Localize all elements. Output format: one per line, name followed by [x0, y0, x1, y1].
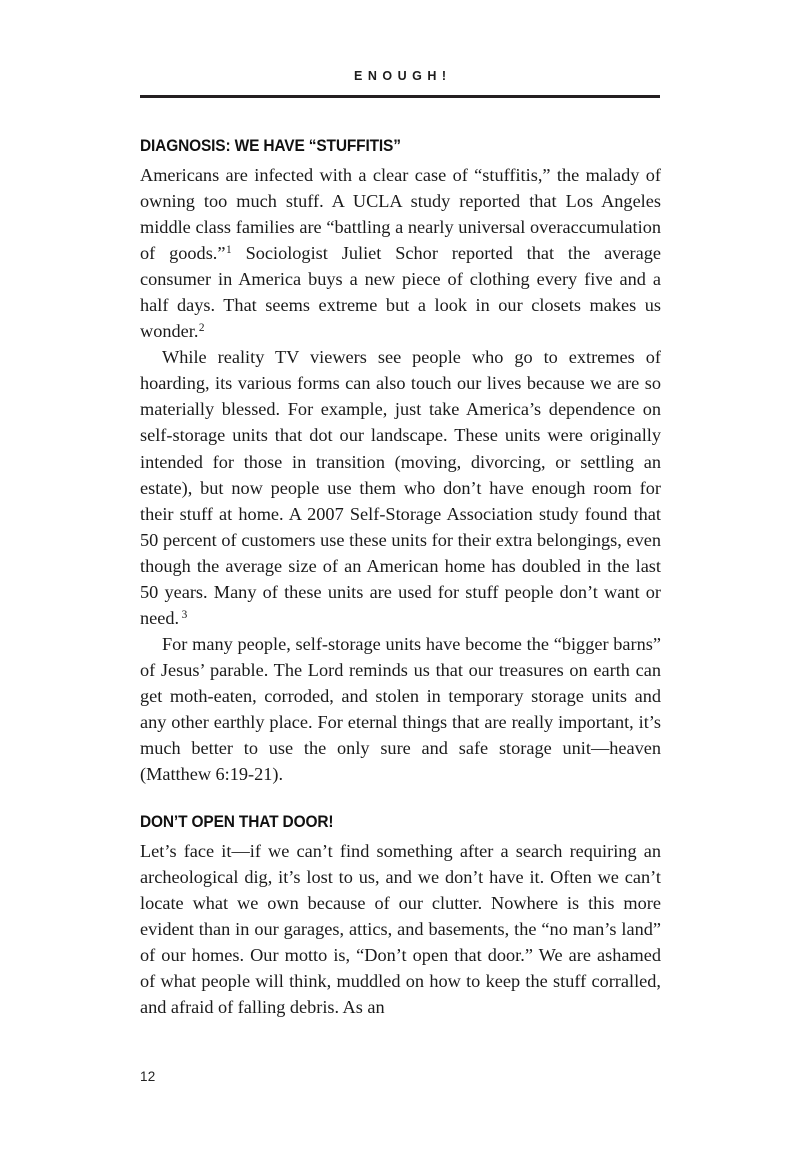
body-paragraph: [140, 344, 661, 631]
text-run: Americans are infected with a clear case of “stuffitis,” the malady of owning too much stuff. A UCLA study reported that Los Angeles middle class families are “battling a nearly universal overaccumulation of goods.”: [140, 165, 661, 264]
section-heading: DIAGNOSIS: WE HAVE “STUFFITIS”: [140, 137, 401, 155]
header-rule: [140, 95, 660, 98]
section-heading: DON’T OPEN THAT DOOR!: [140, 813, 334, 832]
text-run: Sociologist Juliet Schor reported that the average consumer in America buys a new piece of clothing every five and a half days. That seems extreme but a look in our closets makes us wonder.: [140, 243, 661, 342]
text-run: For many people, self-storage units have become the “bigger barns” of Jesus’ parable. The Lord reminds us that our treasures on earth can get moth-eaten, corroded, and stolen in temporary storage units and any other earthly place. For eternal things that are really important, it’s much better to use the only sure and safe storage unit—heaven (Matthew 6:19-21).: [140, 633, 661, 785]
running-head: ENOUGH!: [353, 69, 452, 83]
footnote-marker[interactable]: 2: [198, 322, 205, 335]
footnote-marker[interactable]: 1: [226, 244, 232, 257]
text-run: Let’s face it—if we can’t find something after a search requiring an archeological dig, it’s lost to us, and we don’t have it. Often we can’t locate what we own because of our clutter. Nowhere is this more evident than in our garages, attics, and basements, the “no man’s land” of our homes. Our motto is, “Don’t open that door.” We are ashamed of what people will think, muddled on how to keep the stuff corralled, and afraid of falling debris. As an: [140, 841, 661, 1018]
body-paragraph: [140, 631, 661, 787]
footnote-marker[interactable]: 3: [181, 608, 188, 621]
text-run: While reality TV viewers see people who go to extremes of hoarding, its various forms can also touch our lives because we are so materially blessed. For example, just take America’s dependence on self-storage units that dot our landscape. These units were originally intended for those in transition (moving, divorcing, or settling an estate), but now people use them who don’t have enough room for their stuff at home. A 2007 Self-Storage Association study found that 50 percent of customers use these units for their extra belongings, even though the average size of an American home has doubled in the last 50 years. Many of these units are used for stuff people don’t want or need.: [140, 347, 661, 628]
page-number: 12: [140, 1069, 156, 1084]
text-column: [140, 133, 661, 1020]
body-paragraph: [140, 838, 661, 1020]
body-paragraph: [140, 162, 661, 344]
